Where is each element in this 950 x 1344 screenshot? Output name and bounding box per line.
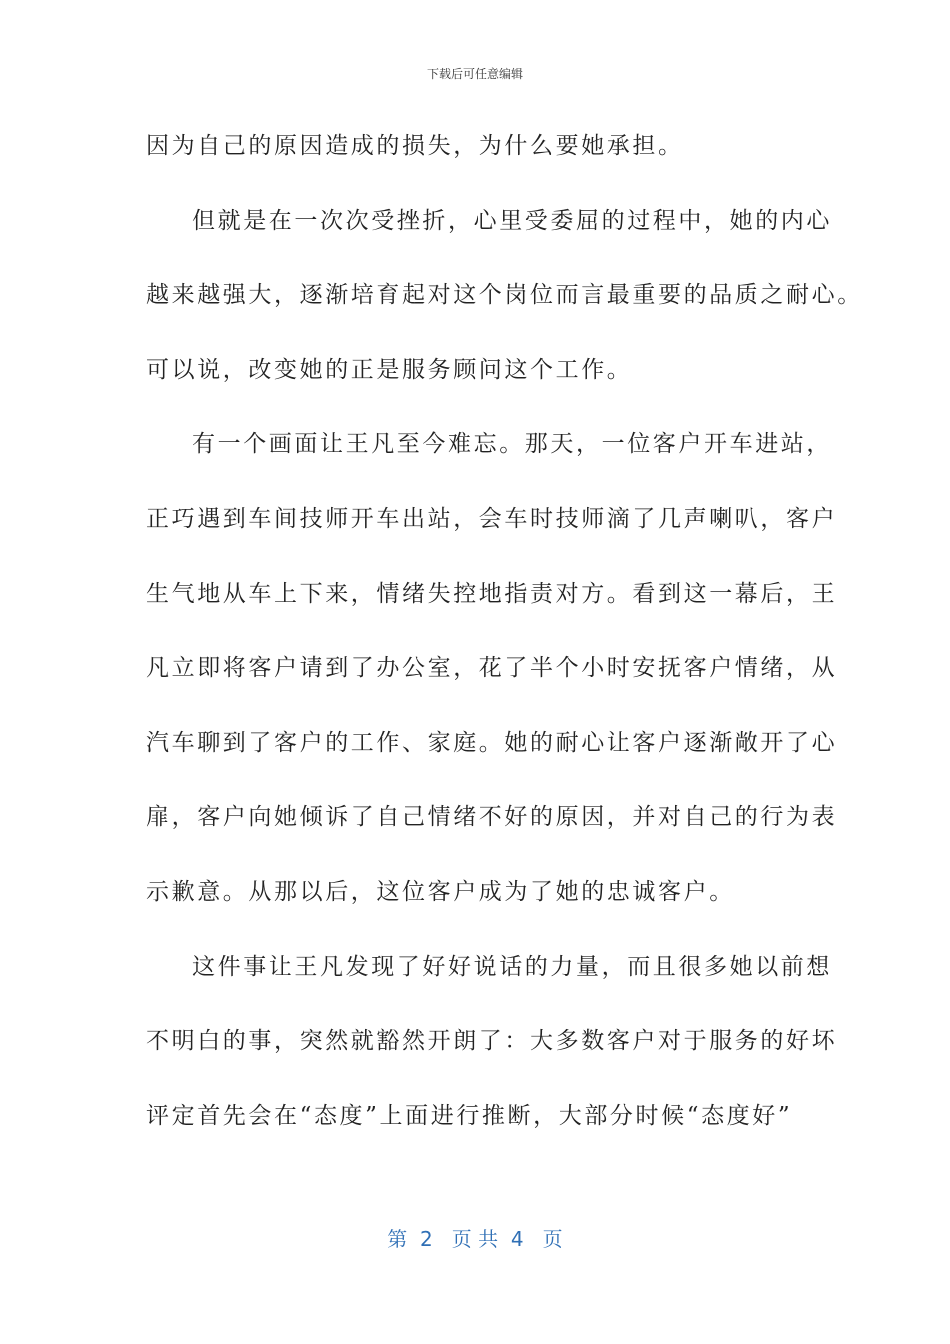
text-line: 评定首先会在“态度”上面进行推断，大部分时候“态度好” xyxy=(146,1102,793,1129)
text-line: 越来越强大，逐渐培育起对这个岗位而言最重要的品质之耐心。 xyxy=(146,282,863,309)
text-line: 不明白的事，突然就豁然开朗了：大多数客户对于服务的好坏 xyxy=(146,1028,838,1055)
text-line: 正巧遇到车间技师开车出站，会车时技师滴了几声喇叭，客户 xyxy=(146,505,838,532)
text-line: 可以说，改变她的正是服务顾问这个工作。 xyxy=(146,356,633,383)
text-line: 扉，客户向她倾诉了自己情绪不好的原因，并对自己的行为表 xyxy=(146,804,838,831)
document-body xyxy=(146,126,863,1170)
text-line: 这件事让王凡发现了好好说话的力量，而且很多她以前想 xyxy=(192,953,832,980)
text-line: 因为自己的原因造成的损失，为什么要她承担。 xyxy=(146,133,684,159)
text-line: 凡立即将客户请到了办公室，花了半个小时安抚客户情绪，从 xyxy=(146,655,838,682)
text-line: 示歉意。从那以后，这位客户成为了她的忠诚客户。 xyxy=(146,878,735,905)
text-line: 有一个画面让王凡至今难忘。那天，一位客户开车进站， xyxy=(192,431,832,458)
text-line: 但就是在一次次受挫折，心里受委屈的过程中，她的内心 xyxy=(192,207,832,234)
text-line: 汽车聊到了客户的工作、家庭。她的耐心让客户逐渐敞开了心 xyxy=(146,729,838,756)
text-line: 生气地从车上下来，情绪失控地指责对方。看到这一幕后，王 xyxy=(146,580,838,607)
page-number-footer: 第 2 页 共 4 页 xyxy=(387,1227,563,1251)
page-header: 下载后可任意编辑 xyxy=(426,67,523,81)
